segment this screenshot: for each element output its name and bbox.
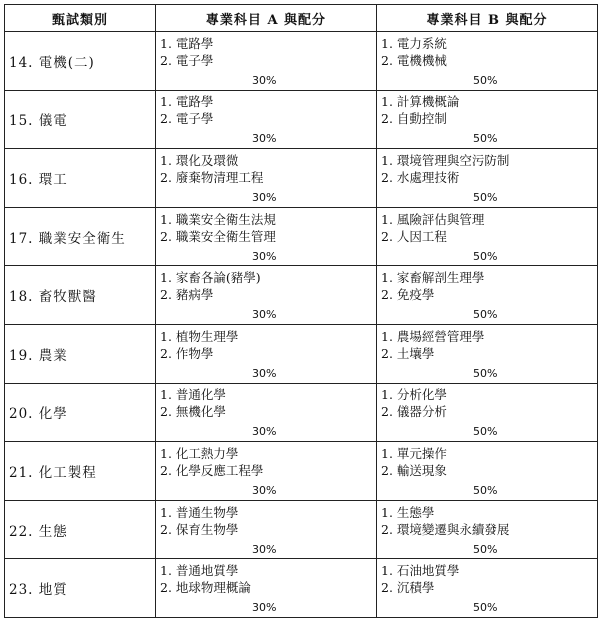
subject-a-item: 2. 作物學 [160, 345, 214, 361]
subject-b-item: 2. 自動控制 [381, 111, 447, 127]
header-subject-b: 專業科目 B 與配分 [377, 5, 598, 32]
subject-a-item: 1. 環化及環微 [160, 152, 239, 168]
subject-b-cell [377, 383, 598, 442]
subject-b-item: 2. 免疫學 [381, 287, 435, 303]
subject-b-item: 1. 家畜解剖生理學 [381, 270, 485, 286]
subject-b-weight: 50% [473, 132, 498, 146]
subject-b-cell [377, 324, 598, 383]
subject-a-cell [156, 559, 377, 618]
subject-b-weight: 50% [473, 308, 498, 322]
subject-a-item: 1. 家畜各論(豬學) [160, 270, 261, 286]
subject-a-cell [156, 500, 377, 559]
table-row [5, 324, 598, 383]
subject-b-cell [377, 149, 598, 208]
subject-b-item: 2. 土壤學 [381, 345, 435, 361]
category-cell: 19. 農業 [5, 324, 156, 383]
subject-a-cell [156, 324, 377, 383]
subject-b-item: 2. 輸送現象 [381, 462, 447, 478]
table-row [5, 383, 598, 442]
subject-b-item: 1. 分析化學 [381, 387, 447, 403]
table-row [5, 207, 598, 266]
exam-subjects-table [4, 4, 598, 618]
subject-b-weight: 50% [473, 249, 498, 263]
subject-b-item: 1. 環境管理與空污防制 [381, 152, 510, 168]
category-cell: 18. 畜牧獸醫 [5, 266, 156, 325]
subject-b-weight: 50% [473, 73, 498, 87]
subject-a-cell [156, 90, 377, 149]
table-row [5, 442, 598, 501]
subject-a-item: 1. 化工熱力學 [160, 445, 239, 461]
subject-b-weight: 50% [473, 483, 498, 497]
subject-b-cell [377, 32, 598, 91]
table-row [5, 32, 598, 91]
subject-b-item: 2. 沉積學 [381, 580, 435, 596]
subject-b-weight: 50% [473, 542, 498, 556]
subject-a-item: 1. 電路學 [160, 94, 214, 110]
subject-b-weight: 50% [473, 601, 498, 615]
category-cell: 22. 生態 [5, 500, 156, 559]
subject-b-item: 2. 儀器分析 [381, 404, 447, 420]
subject-b-item: 1. 電力系統 [381, 35, 447, 51]
subject-a-item: 2. 廢棄物清理工程 [160, 169, 264, 185]
subject-a-weight: 30% [252, 308, 277, 322]
subject-b-item: 1. 生態學 [381, 504, 435, 520]
subject-a-weight: 30% [252, 366, 277, 380]
subject-a-item: 2. 地球物理概論 [160, 580, 251, 596]
subject-b-item: 1. 計算機概論 [381, 94, 460, 110]
table-row [5, 149, 598, 208]
category-cell: 14. 電機(二) [5, 32, 156, 91]
subject-b-cell [377, 266, 598, 325]
subject-b-cell [377, 500, 598, 559]
header-subject-a: 專業科目 A 與配分 [156, 5, 377, 32]
subject-a-weight: 30% [252, 542, 277, 556]
subject-a-item: 2. 保育生物學 [160, 521, 239, 537]
subject-a-cell [156, 383, 377, 442]
subject-b-weight: 50% [473, 366, 498, 380]
subject-b-cell [377, 207, 598, 266]
subject-a-weight: 30% [252, 132, 277, 146]
header-row [5, 5, 598, 32]
subject-a-item: 2. 電子學 [160, 111, 214, 127]
subject-a-cell [156, 32, 377, 91]
table-row [5, 266, 598, 325]
subject-a-weight: 30% [252, 425, 277, 439]
subject-b-item: 1. 農場經營管理學 [381, 328, 485, 344]
category-cell: 17. 職業安全衛生 [5, 207, 156, 266]
subject-a-item: 1. 植物生理學 [160, 328, 239, 344]
category-cell: 23. 地質 [5, 559, 156, 618]
subject-b-weight: 50% [473, 425, 498, 439]
subject-b-item: 1. 石油地質學 [381, 563, 460, 579]
subject-a-item: 2. 電子學 [160, 52, 214, 68]
table-row [5, 90, 598, 149]
subject-b-cell [377, 90, 598, 149]
subject-a-weight: 30% [252, 190, 277, 204]
subject-a-item: 2. 無機化學 [160, 404, 226, 420]
subject-a-item: 1. 電路學 [160, 35, 214, 51]
category-cell: 20. 化學 [5, 383, 156, 442]
subject-a-item: 1. 職業安全衛生法規 [160, 211, 276, 227]
category-cell: 15. 儀電 [5, 90, 156, 149]
subject-a-item: 1. 普通地質學 [160, 563, 239, 579]
subject-b-item: 1. 單元操作 [381, 445, 447, 461]
subject-a-weight: 30% [252, 73, 277, 87]
subject-b-cell [377, 442, 598, 501]
subject-a-weight: 30% [252, 483, 277, 497]
subject-a-weight: 30% [252, 249, 277, 263]
subject-a-item: 2. 職業安全衛生管理 [160, 228, 276, 244]
table-row [5, 500, 598, 559]
subject-b-cell [377, 559, 598, 618]
header-category: 甄試類別 [5, 5, 156, 32]
category-cell: 16. 環工 [5, 149, 156, 208]
subject-b-item: 2. 電機機械 [381, 52, 447, 68]
subject-a-item: 2. 豬病學 [160, 287, 214, 303]
subject-b-item: 2. 人因工程 [381, 228, 447, 244]
subject-a-item: 1. 普通化學 [160, 387, 226, 403]
subject-a-cell [156, 149, 377, 208]
table-row [5, 559, 598, 618]
subject-b-item: 2. 環境變遷與永續發展 [381, 521, 510, 537]
subject-b-weight: 50% [473, 190, 498, 204]
subject-a-weight: 30% [252, 601, 277, 615]
subject-a-item: 2. 化學反應工程學 [160, 462, 264, 478]
subject-a-cell [156, 207, 377, 266]
subject-a-cell [156, 266, 377, 325]
subject-b-item: 1. 風險評估與管理 [381, 211, 485, 227]
subject-b-item: 2. 水處理技術 [381, 169, 460, 185]
subject-a-item: 1. 普通生物學 [160, 504, 239, 520]
subject-a-cell [156, 442, 377, 501]
category-cell: 21. 化工製程 [5, 442, 156, 501]
